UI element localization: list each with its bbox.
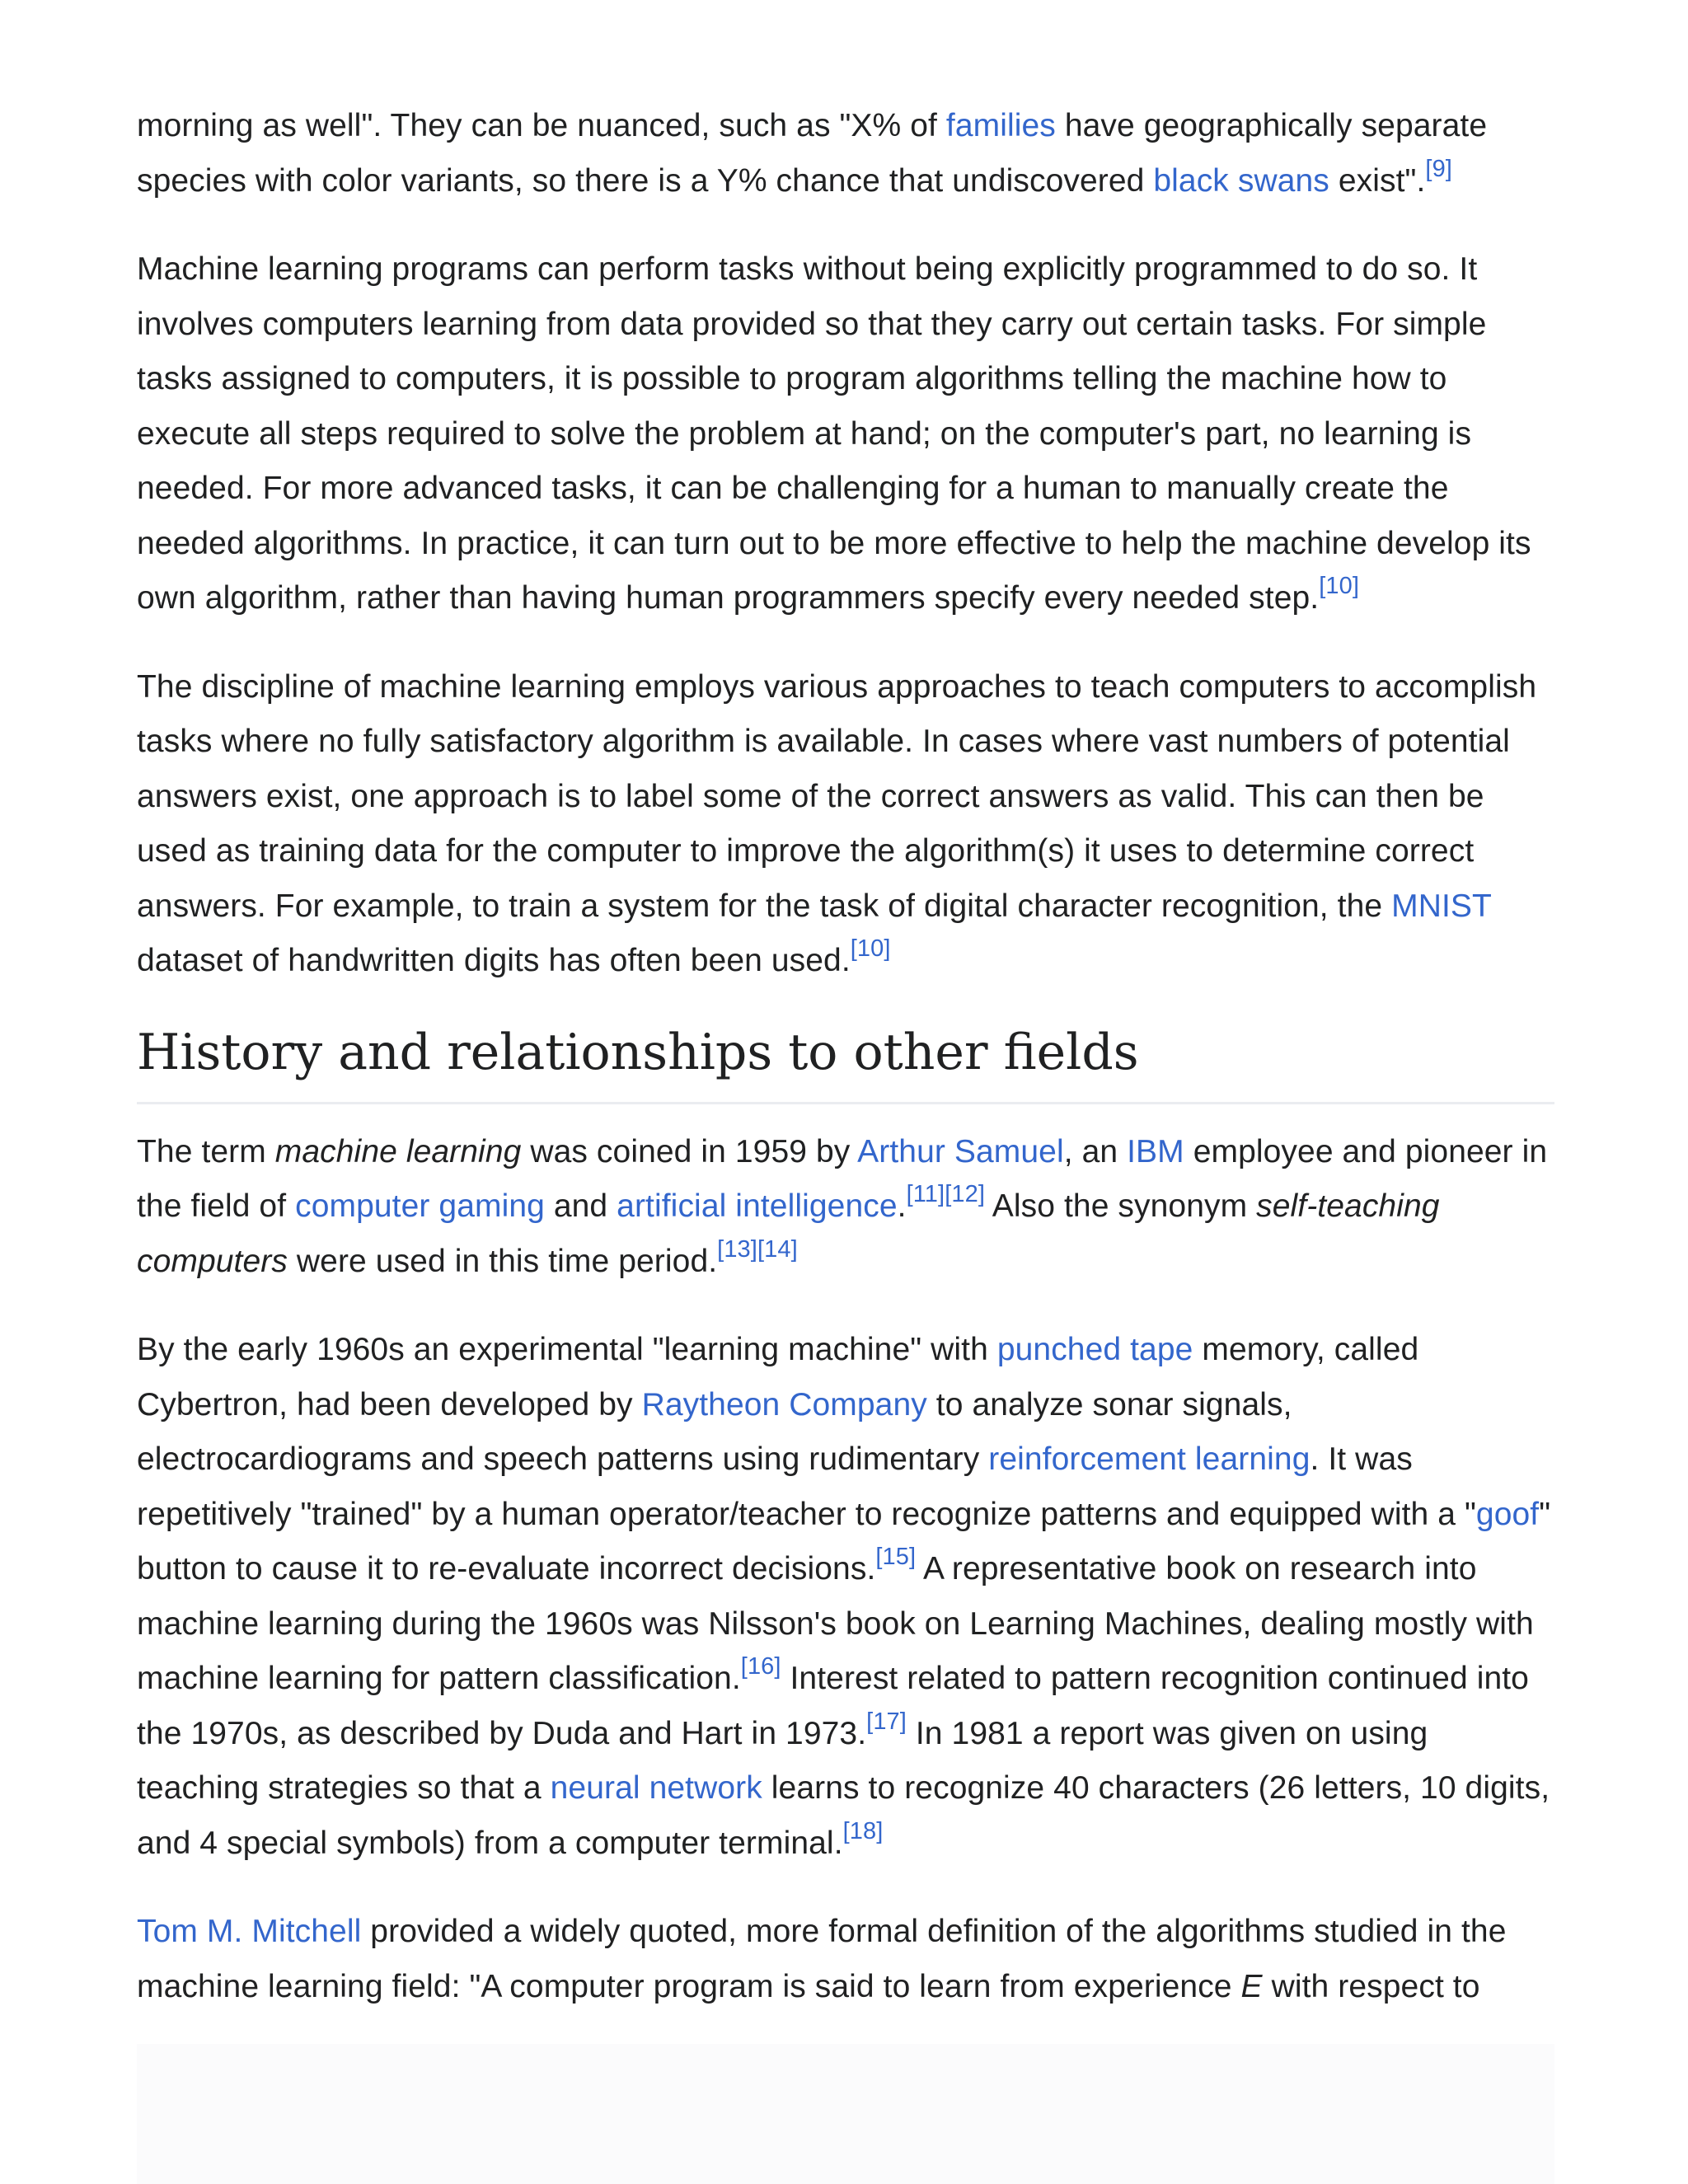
paragraph-text: morning as well". They can be nuanced, such as "X% of bbox=[137, 108, 946, 143]
link-ibm[interactable]: IBM bbox=[1127, 1133, 1184, 1169]
link-computer-gaming[interactable]: computer gaming bbox=[295, 1188, 545, 1224]
paragraph-text: were used in this time period. bbox=[287, 1243, 718, 1279]
link-black-swans[interactable]: black swans bbox=[1153, 162, 1329, 199]
paragraph-text: have geographically separate species with color variants, so there is a Y% chance that undiscovered bbox=[137, 108, 1488, 199]
article-body bbox=[137, 99, 1554, 2048]
paragraph-text: and bbox=[544, 1188, 617, 1224]
paragraph-text: In 1981 a report was given on using teaching strategies so that a bbox=[137, 1715, 1428, 1806]
paragraph-text: Machine learning programs can perform tasks without being explicitly programmed to do so. It involves computers learning from data provided so that they carry out certain tasks. For simple tasks assigned to computers, it is possible to program algorithms telling the machine how to execute all steps required to solve the problem at hand; on the computer's part, no learning is needed. For more advanced tasks, it can be challenging for a human to manually create the needed algorithms. In practice, it can turn out to be more effective to help the machine develop its own algorithm, rather than having human programmers specify every needed step. bbox=[137, 251, 1531, 616]
link-families[interactable]: families bbox=[945, 108, 1056, 143]
citation-11[interactable]: [11] bbox=[906, 1181, 945, 1208]
article-paragraph bbox=[137, 1323, 1554, 1871]
link-artificial-intelligence[interactable]: artificial intelligence bbox=[617, 1188, 898, 1224]
article-paragraph bbox=[137, 1905, 1554, 2014]
link-punched-tape[interactable]: punched tape bbox=[996, 1332, 1193, 1367]
article-paragraph bbox=[137, 242, 1554, 626]
paragraph-text: Interest related to pattern recognition continued into the 1970s, as described by Duda and Hart in 1973. bbox=[137, 1661, 1529, 1751]
link-tom-m-mitchell[interactable]: Tom M. Mitchell bbox=[137, 1914, 362, 1949]
paragraph-text: was coined in 1959 by bbox=[521, 1133, 858, 1169]
section-heading: History and relationships to other fields bbox=[137, 1023, 1554, 1104]
citation-13[interactable]: [13] bbox=[717, 1235, 757, 1263]
paragraph-text: , an bbox=[1063, 1133, 1128, 1169]
citation-18[interactable]: [18] bbox=[842, 1817, 884, 1844]
link-raytheon-company[interactable]: Raytheon Company bbox=[641, 1386, 927, 1422]
emphasized-term: E bbox=[1240, 1968, 1263, 2004]
citation-12[interactable]: [12] bbox=[945, 1181, 985, 1208]
emphasized-term: machine learning bbox=[274, 1133, 522, 1169]
link-reinforcement-learning[interactable]: reinforcement learning bbox=[988, 1441, 1311, 1477]
link-arthur-samuel[interactable]: Arthur Samuel bbox=[857, 1133, 1064, 1169]
paragraph-text: employee and pioneer in the field of bbox=[137, 1133, 1548, 1224]
paragraph-text: . bbox=[897, 1188, 907, 1224]
emphasized-term: self-teaching computers bbox=[137, 1188, 1440, 1279]
citation-10[interactable]: [10] bbox=[850, 935, 891, 963]
paragraph-text: with respect to bbox=[1262, 1968, 1480, 2004]
paragraph-text: . It was repetitively "trained" by a human operator/teacher to recognize patterns and equipped with a " bbox=[137, 1441, 1476, 1532]
article-paragraph bbox=[137, 660, 1554, 989]
citation-15[interactable]: [15] bbox=[875, 1544, 917, 1571]
article-paragraph bbox=[137, 1125, 1554, 1290]
citation-9[interactable]: [9] bbox=[1425, 155, 1452, 182]
citation-14[interactable]: [14] bbox=[757, 1235, 798, 1263]
paragraph-text: provided a widely quoted, more formal definition of the algorithms studied in the machine learning field: "A computer program is said to learn from experience bbox=[137, 1914, 1507, 2004]
citation-16[interactable]: [16] bbox=[740, 1653, 781, 1680]
paragraph-text: learns to recognize 40 characters (26 letters, 10 digits, and 4 special symbols) from a computer terminal. bbox=[137, 1770, 1550, 1861]
paragraph-text: dataset of handwritten digits has often been used. bbox=[137, 943, 851, 978]
link-mnist[interactable]: MNIST bbox=[1391, 888, 1492, 924]
paragraph-text: exist". bbox=[1329, 162, 1426, 199]
paragraph-text: By the early 1960s an experimental "learning machine" with bbox=[137, 1332, 997, 1367]
paragraph-text: Also the synonym bbox=[984, 1188, 1257, 1224]
paragraph-text: memory, called Cybertron, had been developed by bbox=[137, 1332, 1419, 1422]
paragraph-text: to analyze sonar signals, electrocardiograms and speech patterns using rudimentary bbox=[137, 1386, 1292, 1477]
paragraph-text: The discipline of machine learning employs various approaches to teach computers to accomplish tasks where no fully satisfactory algorithm is available. In cases where vast numbers of potential answers exist, one approach is to label some of the correct answers as valid. This can then be used as training data for the computer to improve the algorithm(s) it uses to determine correct answers. For example, to train a system for the task of digital character recognition, the bbox=[137, 668, 1537, 924]
paragraph-text: The term bbox=[137, 1133, 275, 1169]
link-goof[interactable]: goof bbox=[1475, 1496, 1540, 1532]
citation-17[interactable]: [17] bbox=[866, 1708, 907, 1735]
citation-10[interactable]: [10] bbox=[1319, 573, 1359, 600]
link-neural-network[interactable]: neural network bbox=[550, 1770, 762, 1806]
paragraph-text: A representative book on research into machine learning during the 1960s was Nilsson's book on Learning Machines, dealing mostly with machine learning for pattern classification. bbox=[137, 1551, 1534, 1696]
page-bottom-shade bbox=[137, 2044, 1554, 2184]
article-paragraph bbox=[137, 99, 1554, 209]
paragraph-text: " button to cause it to re-evaluate incorrect decisions. bbox=[137, 1496, 1551, 1586]
